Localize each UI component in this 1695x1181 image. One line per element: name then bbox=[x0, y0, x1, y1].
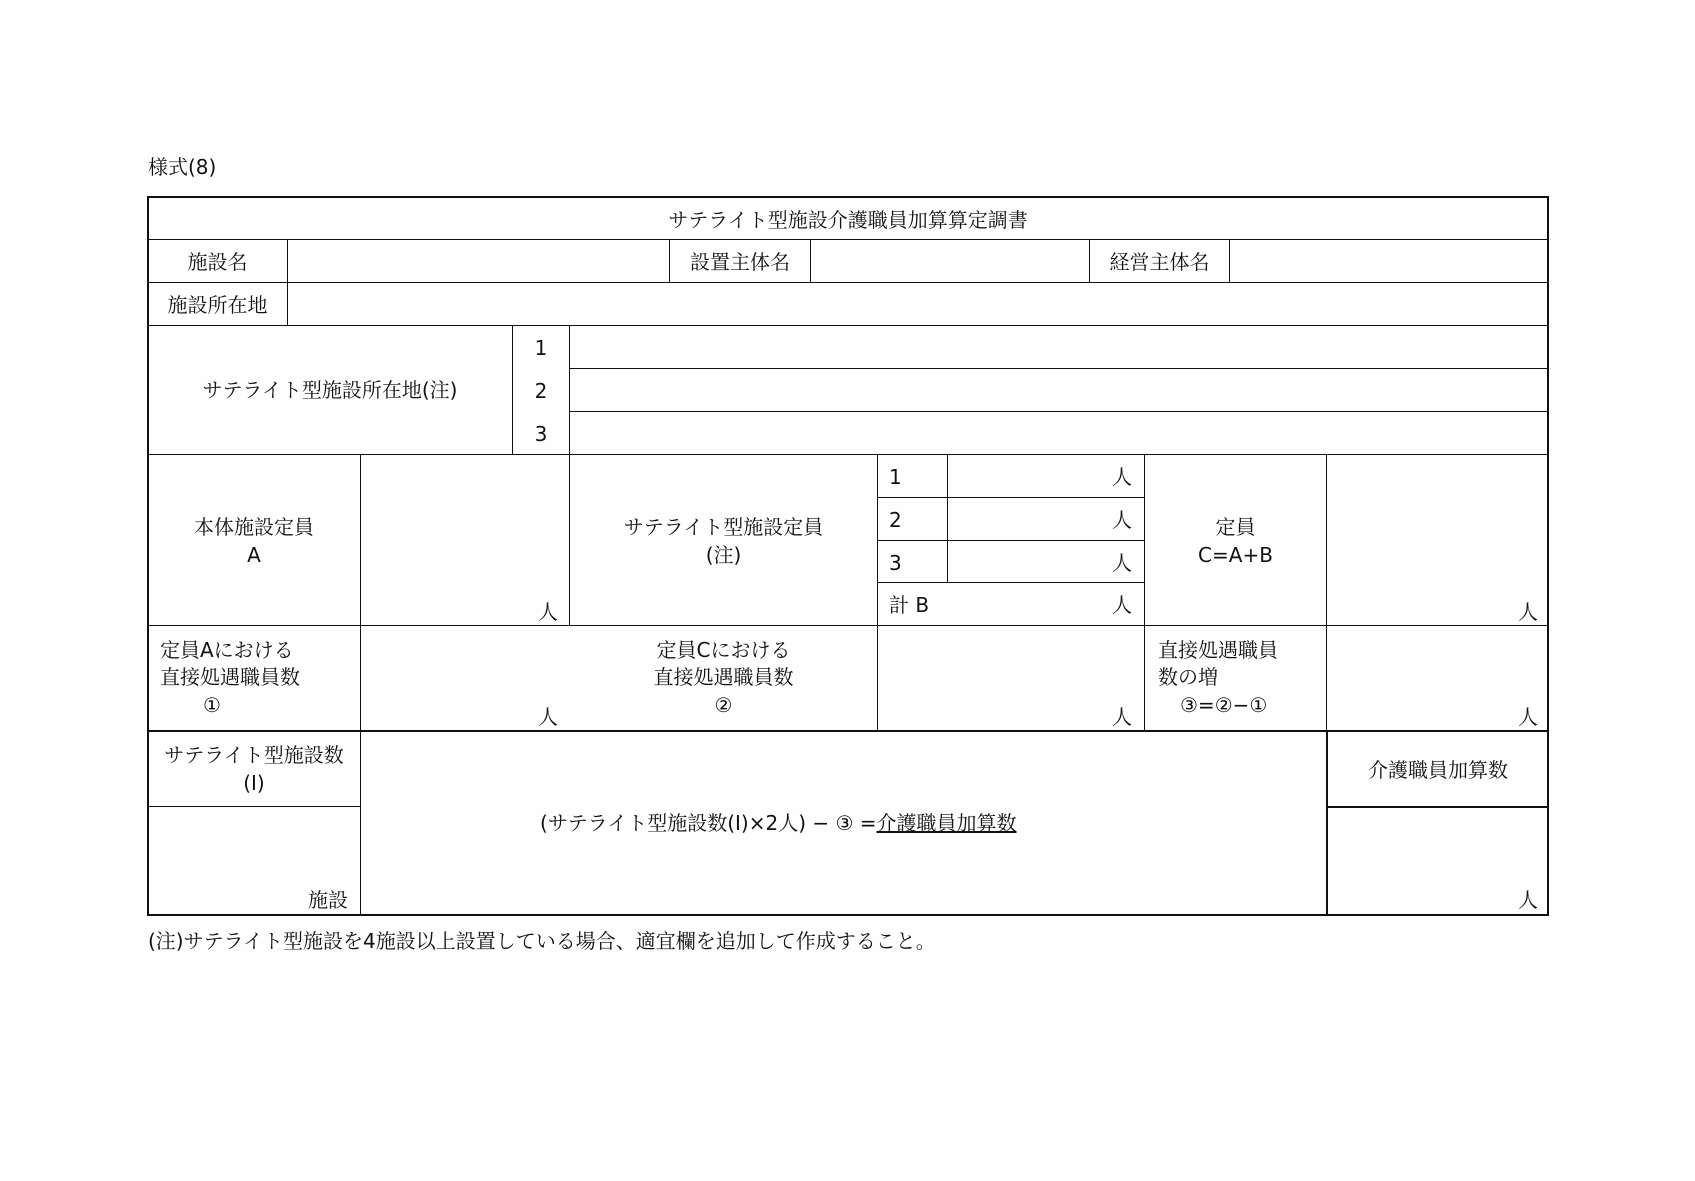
rule-h13-thick bbox=[1326, 806, 1548, 808]
satellite-capacity-no-2: 2 bbox=[889, 508, 902, 532]
satellite-location-label: サテライト型施設所在地(注) bbox=[202, 378, 458, 402]
staff-increase-formula: ③=②−① bbox=[1180, 693, 1268, 717]
satellite-count-label: サテライト型施設数 bbox=[164, 743, 344, 767]
total-capacity-formula: C=A+B bbox=[1198, 543, 1273, 567]
location-label: 施設所在地 bbox=[167, 293, 268, 317]
rule-h11-thick bbox=[148, 730, 1548, 732]
rule-h2 bbox=[148, 282, 1548, 283]
satellite-location-no-3: 3 bbox=[534, 422, 548, 446]
footnote: (注)サテライト型施設を4施設以上設置している場合、適宜欄を追加して作成すること。 bbox=[148, 929, 936, 953]
addition-formula-result: 介護職員加算数 bbox=[876, 811, 1017, 835]
manager-label: 経営主体名 bbox=[1109, 250, 1210, 274]
rule-v8 bbox=[360, 455, 361, 915]
staff-c-label-2: 直接処遇職員数 bbox=[653, 665, 794, 689]
staff-a-label-2: 直接処遇職員数 bbox=[160, 665, 300, 689]
staff-increase-label-1: 直接処遇職員 bbox=[1158, 638, 1278, 662]
satellite-capacity-unit-1: 人 bbox=[1112, 465, 1132, 489]
satellite-capacity-total-label: 計 B bbox=[889, 593, 930, 617]
satellite-count-unit: 施設 bbox=[308, 888, 348, 912]
staff-increase-unit: 人 bbox=[1518, 705, 1538, 729]
satellite-location-no-1: 1 bbox=[534, 336, 548, 360]
rule-h7 bbox=[878, 497, 1145, 498]
staff-a-marker: ① bbox=[203, 693, 221, 717]
addition-result-label: 介護職員加算数 bbox=[1368, 758, 1508, 782]
main-capacity-unit: 人 bbox=[538, 600, 558, 624]
rule-h6 bbox=[148, 454, 1548, 455]
main-capacity-symbol: A bbox=[247, 543, 261, 567]
rule-v9 bbox=[877, 455, 878, 731]
addition-result-unit: 人 bbox=[1518, 888, 1538, 912]
staff-a-label-1: 定員Aにおける bbox=[160, 638, 294, 662]
addition-formula bbox=[540, 810, 1017, 836]
staff-c-marker: ② bbox=[714, 693, 733, 717]
rule-h5 bbox=[570, 411, 1548, 412]
satellite-count-symbol: (Ⅰ) bbox=[243, 771, 265, 795]
rule-v12 bbox=[1326, 455, 1327, 731]
rule-v3 bbox=[810, 240, 811, 283]
operator-label: 設置主体名 bbox=[690, 250, 790, 274]
rule-h1 bbox=[148, 239, 1548, 240]
rule-v7 bbox=[569, 326, 570, 626]
rule-h3 bbox=[148, 325, 1548, 326]
rule-h10 bbox=[148, 625, 1548, 626]
satellite-capacity-no-1: 1 bbox=[889, 465, 902, 489]
addition-formula-expression: (サテライト型施設数(Ⅰ)×2人) − ③ = bbox=[540, 811, 877, 835]
facility-name-label: 施設名 bbox=[187, 250, 248, 274]
satellite-capacity-label: サテライト型施設定員 bbox=[623, 515, 824, 539]
rule-h12 bbox=[148, 806, 360, 807]
main-capacity-label: 本体施設定員 bbox=[194, 515, 314, 539]
rule-h4 bbox=[570, 368, 1548, 369]
form-title: サテライト型施設介護職員加算算定調書 bbox=[668, 208, 1028, 232]
rule-v5 bbox=[1229, 240, 1230, 283]
staff-c-label-1: 定員Cにおける bbox=[656, 638, 791, 662]
staff-a-unit: 人 bbox=[538, 705, 558, 729]
satellite-location-no-2: 2 bbox=[534, 379, 548, 403]
rule-v1 bbox=[287, 240, 288, 326]
total-capacity-label: 定員 bbox=[1215, 515, 1256, 539]
satellite-capacity-total-unit: 人 bbox=[1112, 593, 1132, 617]
rule-v10 bbox=[947, 455, 948, 583]
staff-increase-label-2: 数の増 bbox=[1158, 665, 1218, 689]
rule-h8 bbox=[878, 540, 1145, 541]
satellite-capacity-unit-3: 人 bbox=[1112, 551, 1132, 575]
satellite-capacity-no-3: 3 bbox=[889, 551, 902, 575]
rule-v11 bbox=[1144, 455, 1145, 731]
staff-c-unit: 人 bbox=[1112, 705, 1132, 729]
form-id: 様式(8) bbox=[148, 155, 217, 179]
satellite-capacity-unit-2: 人 bbox=[1112, 508, 1132, 532]
total-capacity-unit: 人 bbox=[1518, 600, 1538, 624]
satellite-capacity-note: (注) bbox=[705, 543, 742, 567]
rule-h9 bbox=[878, 582, 1145, 583]
